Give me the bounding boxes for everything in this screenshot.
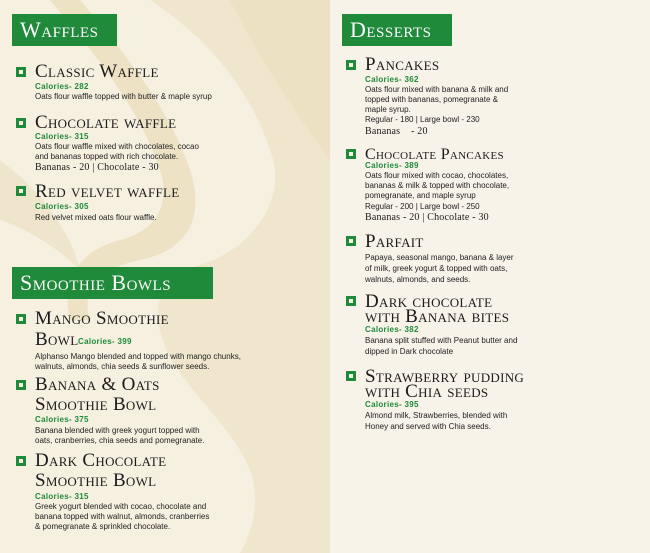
item-calories: Calories- 315: [35, 492, 89, 501]
item-name-line2: Smoothie Bowl: [35, 470, 157, 491]
item-calories: Calories- 399: [78, 337, 132, 346]
bullet-icon: [16, 456, 26, 466]
item-addons: Bananas - 20 | Chocolate - 30: [35, 162, 159, 173]
bullet-icon: [16, 67, 26, 77]
item-description: maple syrup.: [365, 105, 411, 114]
item-description: topped with bananas, pomegranate &: [365, 95, 498, 104]
item-description: Oats flour waffle mixed with chocolates, cocao: [35, 142, 199, 151]
item-name: Dark chocolate: [365, 291, 493, 312]
bullet-icon: [346, 371, 356, 381]
bullet-icon: [16, 118, 26, 128]
item-description: Oats flour mixed with banana & milk and: [365, 85, 509, 94]
bullet-icon: [346, 296, 356, 306]
item-name: Classic Waffle: [35, 61, 159, 82]
item-description: banana topped with walnut, almonds, cranberries: [35, 512, 210, 521]
item-description: of milk, greek yogurt & topped with oats,: [365, 264, 508, 273]
item-description: and bananas topped with rich chocolate.: [35, 152, 179, 161]
item-calories: Calories- 382: [365, 325, 419, 334]
item-description: Alphanso Mango blended and topped with mango chunks,: [35, 352, 241, 361]
waffles-heading: Waffles: [12, 14, 117, 46]
item-name: Strawberry pudding: [365, 366, 525, 387]
item-name: Chocolate Pancakes: [365, 146, 504, 163]
item-description: bananas & milk & topped with chocolate,: [365, 181, 510, 190]
item-calories: Calories- 395: [365, 400, 419, 409]
item-description: Banana split stuffed with Peanut butter and: [365, 336, 518, 345]
item-name: Dark Chocolate: [35, 450, 167, 471]
item-description: Almond milk, Strawberries, blended with: [365, 411, 508, 420]
item-description: oats, cranberries, chia seeds and pomegranate.: [35, 436, 205, 445]
item-name: Red velvet waffle: [35, 181, 180, 202]
item-name: Pancakes: [365, 54, 440, 75]
item-description: Red velvet mixed oats flour waffle.: [35, 213, 157, 222]
bullet-icon: [346, 60, 356, 70]
item-description: Banana blended with greek yogurt topped with: [35, 426, 200, 435]
bullet-icon: [16, 314, 26, 324]
desserts-heading: Desserts: [342, 14, 452, 46]
item-calories: Calories- 362: [365, 75, 419, 84]
item-sizes: Regular - 200 | Large bowl - 250: [365, 202, 480, 211]
item-description: walnuts, almonds, chia seeds & sunflower seeds.: [35, 362, 210, 371]
item-name: Mango Smoothie: [35, 308, 169, 329]
item-description: Honey and served with Chia seeds.: [365, 422, 491, 431]
item-addons: Bananas - 20: [365, 126, 428, 137]
item-description: Papaya, seasonal mango, banana & layer: [365, 253, 514, 262]
bullet-icon: [346, 236, 356, 246]
item-name: Parfait: [365, 231, 424, 252]
bullet-icon: [16, 380, 26, 390]
item-name-line2: with Banana bites: [365, 306, 510, 327]
bullet-icon: [346, 149, 356, 159]
item-description: pomegranate, and maple syrup: [365, 191, 476, 200]
item-calories: Calories- 315: [35, 132, 89, 141]
bullet-icon: [16, 186, 26, 196]
item-calories: Calories- 389: [365, 161, 419, 170]
item-name: Chocolate waffle: [35, 112, 177, 133]
item-description: walnuts, almonds, and seeds.: [365, 275, 471, 284]
item-name-line2: Smoothie Bowl: [35, 394, 157, 415]
item-description: Oats flour waffle topped with butter & maple syrup: [35, 92, 212, 101]
item-calories: Calories- 282: [35, 82, 89, 91]
item-name-line2: with Chia seeds: [365, 381, 489, 402]
item-name: Banana & Oats: [35, 374, 160, 395]
item-description: & pomegranate & sprinkled chocolate.: [35, 522, 171, 531]
item-description: dipped in Dark chocolate: [365, 347, 454, 356]
item-sizes: Regular - 180 | Large bowl - 230: [365, 115, 480, 124]
item-addons: Bananas - 20 | Chocolate - 30: [365, 212, 489, 223]
item-calories: Calories- 375: [35, 415, 89, 424]
item-calories: Calories- 305: [35, 202, 89, 211]
smoothie-bowls-heading: Smoothie Bowls: [12, 267, 213, 299]
item-description: Greek yogurt blended with cocao, chocolate and: [35, 502, 207, 511]
item-name-line2: Bowl: [35, 329, 79, 350]
item-description: Oats flour mixed with cocao, chocolates,: [365, 171, 509, 180]
